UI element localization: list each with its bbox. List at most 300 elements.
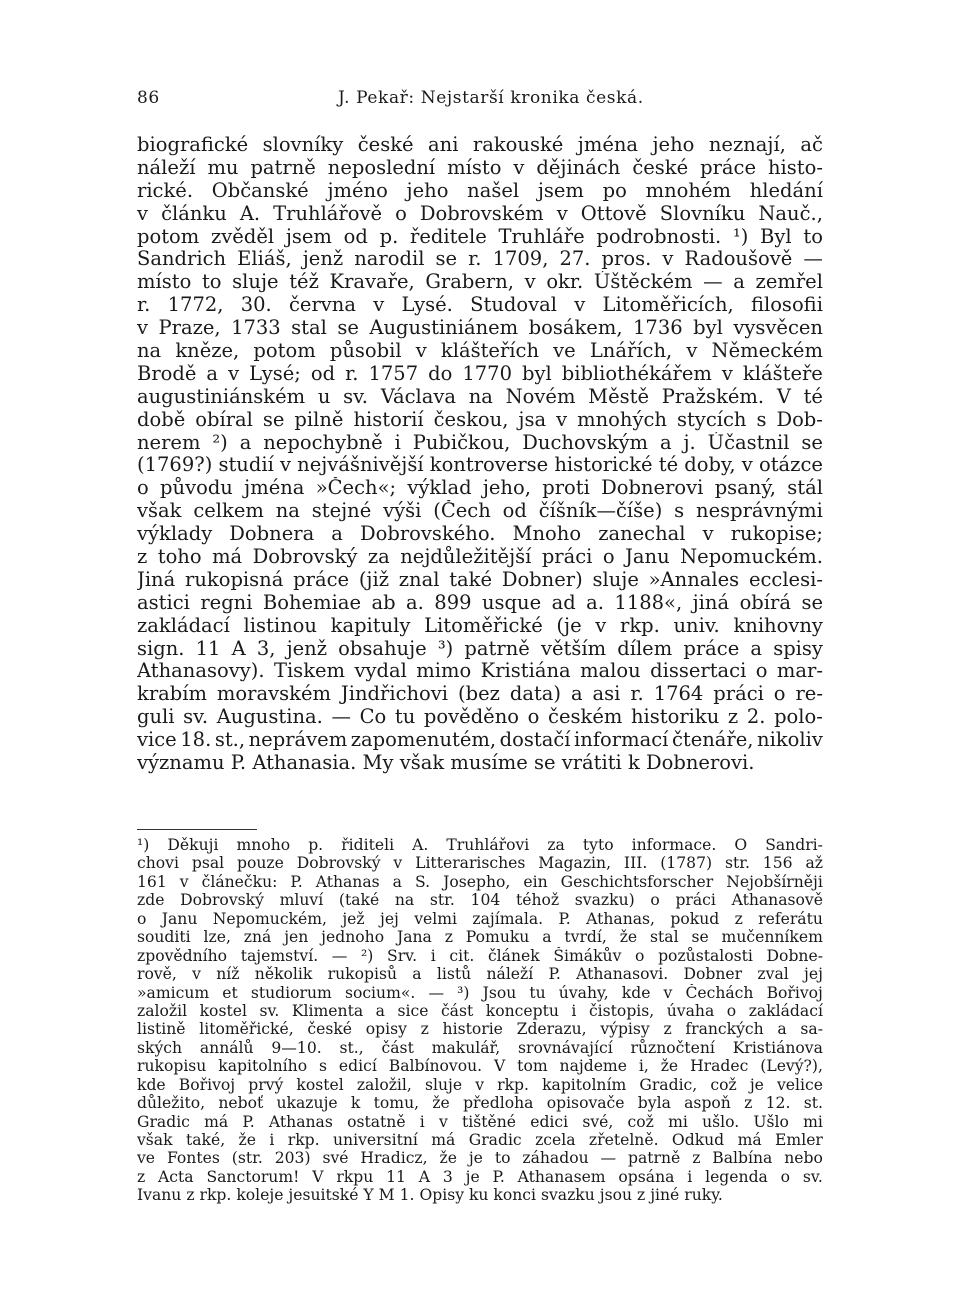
- word: st.: [803, 1094, 823, 1113]
- word: stál: [787, 477, 823, 500]
- word: z: [420, 1020, 429, 1039]
- word: z: [444, 928, 453, 947]
- word: Dobnerovi: [601, 477, 704, 500]
- word: zval: [757, 965, 789, 984]
- word: i,: [638, 1057, 649, 1076]
- word: A: [418, 1167, 431, 1186]
- word: což: [627, 1112, 654, 1131]
- word: (Čech: [433, 500, 491, 523]
- word: ²): [212, 431, 228, 454]
- word: prvý: [248, 1075, 284, 1094]
- word: Ušlo: [753, 1112, 789, 1131]
- word: Athanas: [268, 1112, 333, 1131]
- word: neznají,: [708, 134, 786, 156]
- word: potom: [137, 225, 200, 248]
- word: za: [547, 836, 565, 854]
- word: edicí: [338, 1057, 377, 1076]
- word: My: [362, 752, 400, 775]
- word: Litoměřické: [424, 614, 543, 637]
- word: toho: [157, 546, 202, 569]
- word: makulář,: [431, 1038, 501, 1057]
- word: —: [331, 946, 348, 965]
- word: Tiskem: [273, 660, 346, 683]
- word: sice: [397, 1001, 429, 1020]
- body-line: [137, 180, 823, 203]
- footnote-line: [137, 1057, 823, 1075]
- word: jej: [804, 965, 823, 984]
- word: kde: [137, 1075, 166, 1094]
- word: z: [663, 1020, 672, 1039]
- word: zcela: [535, 1131, 576, 1149]
- word: nejdůležitější: [400, 546, 532, 569]
- word: (Levý?),: [760, 1057, 823, 1076]
- word: Augustina.: [216, 706, 323, 729]
- word: Nauč.,: [758, 202, 823, 225]
- word: tu: [529, 983, 546, 1002]
- word: pouze: [237, 854, 284, 873]
- word: dissertaci: [650, 660, 747, 683]
- word: Grabern,: [425, 271, 514, 294]
- word: nikoliv: [757, 729, 823, 752]
- word: tajemství.: [240, 946, 319, 965]
- word: »amicum: [137, 983, 210, 1002]
- word: Emler: [775, 1131, 823, 1149]
- word: k: [628, 752, 647, 775]
- word: tvrdí,: [564, 928, 607, 947]
- word: té: [658, 454, 679, 477]
- word: českém: [548, 706, 623, 729]
- word: universitní: [333, 1131, 418, 1149]
- word: Athanasia.: [252, 752, 363, 775]
- word: klášteře: [742, 362, 823, 385]
- word: Eliáš,: [237, 248, 292, 271]
- word: Čechách: [685, 983, 754, 1002]
- word: o: [527, 706, 540, 729]
- word: nepochybně: [263, 431, 383, 454]
- word: práci: [713, 683, 764, 706]
- word: velmi: [414, 909, 458, 928]
- word: za: [367, 546, 390, 569]
- word: pokud: [670, 909, 720, 928]
- body-line: [137, 157, 823, 180]
- word: Duchovským: [522, 431, 649, 454]
- word: ušlo.: [702, 1112, 740, 1131]
- word: jsem: [537, 179, 584, 202]
- word: malou: [580, 660, 641, 683]
- word: rkp.: [497, 1075, 529, 1094]
- word: a: [570, 683, 583, 706]
- word: Athanasovi.: [576, 965, 669, 984]
- word: proti: [542, 477, 590, 500]
- word: historií: [353, 408, 424, 431]
- word: v: [415, 340, 427, 363]
- word: klášteřích: [440, 340, 540, 363]
- word: Nejobšírněji: [726, 872, 823, 891]
- word: i: [394, 431, 401, 454]
- word: mnoho: [236, 836, 291, 854]
- word: Janu: [161, 909, 198, 928]
- word: rické.: [137, 179, 194, 202]
- word: z: [137, 546, 148, 569]
- footnote-line: [137, 836, 823, 854]
- word: 899: [434, 591, 472, 614]
- word: to: [494, 1149, 511, 1168]
- word: má: [431, 1131, 456, 1149]
- word: o: [602, 546, 615, 569]
- word: Radoušově: [684, 248, 793, 271]
- word: sluje: [592, 568, 639, 591]
- word: r.: [137, 294, 151, 317]
- word: jsou: [599, 1186, 637, 1205]
- word: Athanas,: [586, 909, 656, 928]
- word: o: [726, 1001, 737, 1020]
- word: s: [674, 500, 685, 523]
- word: P.: [558, 909, 571, 928]
- word: zvěděl: [211, 225, 275, 248]
- word: našel: [467, 179, 520, 202]
- word: náleží: [486, 965, 534, 984]
- word: (1787): [660, 854, 713, 873]
- word: rukopisů: [327, 965, 397, 984]
- word: tu: [394, 706, 416, 729]
- word: bosákem,: [528, 317, 623, 340]
- word: 9—10.: [271, 1038, 322, 1057]
- word: koleje: [236, 1186, 289, 1205]
- word: kostel: [296, 1075, 344, 1094]
- word: Jsou: [482, 983, 517, 1002]
- word: okr.: [546, 271, 584, 294]
- word: 1736: [633, 317, 683, 340]
- word: augustiniánském: [137, 385, 306, 408]
- word: —: [703, 271, 723, 294]
- word: Ivanu: [137, 1186, 187, 1205]
- body-line: [137, 523, 823, 546]
- word: Dobrovský: [252, 546, 358, 569]
- word: o: [635, 946, 645, 965]
- word: je: [465, 1167, 480, 1186]
- word: dostačí: [499, 729, 571, 752]
- word: —: [600, 1149, 617, 1168]
- word: část: [440, 1001, 474, 1020]
- word: legenda: [705, 1167, 768, 1186]
- word: listině: [137, 1020, 186, 1039]
- word: ¹): [137, 836, 150, 854]
- word: Slovníku: [659, 202, 746, 225]
- word: o: [755, 660, 768, 683]
- word: se: [801, 431, 823, 454]
- word: jenž: [286, 637, 327, 660]
- word: krabím: [137, 683, 207, 706]
- word: nebo: [784, 1149, 823, 1168]
- word: 1.: [399, 1186, 420, 1205]
- word: Úštěckém: [593, 271, 693, 294]
- word: patrně: [628, 1149, 681, 1168]
- word: z: [637, 1186, 651, 1205]
- word: Fontes: [166, 1149, 220, 1168]
- word: p.: [379, 225, 399, 248]
- word: Praze,: [158, 317, 221, 340]
- body-line: [137, 409, 823, 432]
- word: sluje: [232, 271, 279, 294]
- word: slovníky: [262, 134, 344, 156]
- word: rkp.: [620, 614, 660, 637]
- word: vrátiti: [561, 752, 628, 775]
- word: Dobne-: [766, 946, 823, 965]
- body-line: [137, 294, 823, 317]
- word: (také: [338, 891, 380, 910]
- word: pověděno: [423, 706, 520, 729]
- body-line: [137, 683, 823, 706]
- word: i: [269, 1131, 275, 1149]
- body-line: [137, 752, 823, 775]
- word: i: [571, 1001, 577, 1020]
- word: P.: [230, 752, 253, 775]
- word: tištěné: [461, 1112, 517, 1131]
- body-line: [137, 454, 823, 477]
- word: Bořivoj: [766, 983, 823, 1002]
- word: tyto: [582, 836, 614, 854]
- body-line: [137, 638, 823, 661]
- word: kontroverse: [429, 454, 549, 477]
- word: historické: [554, 454, 653, 477]
- word: též: [289, 271, 319, 294]
- word: ad: [551, 591, 576, 614]
- word: v: [179, 872, 189, 891]
- footnote-line: [137, 965, 823, 983]
- word: ani: [428, 134, 459, 156]
- word: v: [741, 454, 753, 477]
- word: Dobrovském: [419, 202, 544, 225]
- word: vydal: [354, 660, 407, 683]
- word: Augustiniánem: [369, 317, 519, 340]
- word: Pražském.: [661, 385, 765, 408]
- word: 1733: [231, 317, 281, 340]
- word: své: [322, 1149, 349, 1168]
- word: výklad: [407, 477, 472, 500]
- word: obíral: [195, 408, 253, 431]
- word: historie: [442, 1020, 503, 1039]
- word: jednoho: [321, 928, 385, 947]
- word: na: [468, 385, 493, 408]
- word: opisovače: [546, 1094, 625, 1113]
- footnote-line: [137, 984, 823, 1002]
- word: výklady: [137, 523, 213, 546]
- word: Litoměřicích,: [602, 294, 734, 317]
- word: se: [691, 928, 709, 947]
- word: Mnoho: [512, 523, 582, 546]
- word: asi: [592, 683, 621, 706]
- word: musíme: [450, 752, 534, 775]
- word: článku: [161, 202, 227, 225]
- word: j.: [683, 431, 696, 454]
- word: Balbína: [712, 1149, 773, 1168]
- word: i: [419, 1112, 425, 1131]
- word: významu: [137, 752, 231, 775]
- word: kapituly: [330, 614, 411, 637]
- footnote-line: [137, 928, 823, 946]
- word: článečku:: [201, 872, 278, 891]
- word: Dobner: [683, 965, 743, 984]
- footnote-divider: [137, 829, 257, 830]
- word: v: [663, 983, 673, 1002]
- word: a: [239, 431, 252, 454]
- word: Dobrovský: [296, 854, 381, 873]
- word: důležito,: [137, 1094, 206, 1113]
- word: mnohých: [577, 408, 667, 431]
- word: z: [734, 909, 743, 928]
- word: cit.: [449, 946, 475, 965]
- word: A.: [412, 836, 429, 854]
- word: v: [279, 454, 291, 477]
- word: nejvášnivější: [297, 454, 424, 477]
- word: —: [428, 983, 445, 1002]
- word: ruky.: [684, 1186, 723, 1205]
- word: Městě: [588, 385, 650, 408]
- word: Nepomuckém,: [212, 909, 327, 928]
- word: st.,: [339, 1038, 364, 1057]
- word: Děkuji: [167, 836, 219, 854]
- word: pilně: [294, 408, 344, 431]
- word: o: [650, 891, 660, 910]
- word: a.: [406, 591, 424, 614]
- word: od: [310, 362, 336, 385]
- word: 27.: [559, 248, 591, 271]
- word: vysvěcen: [733, 317, 823, 340]
- word: že: [660, 1057, 679, 1076]
- word: předloha: [463, 1094, 534, 1113]
- word: že: [619, 928, 638, 947]
- footnote-line: [137, 1020, 823, 1038]
- word: ukazuje: [276, 1094, 338, 1113]
- word: V: [312, 1167, 324, 1186]
- word: na: [137, 340, 162, 363]
- word: původu: [160, 477, 233, 500]
- word: celkem: [193, 500, 264, 523]
- word: Kristiána: [480, 660, 571, 683]
- word: p.: [308, 836, 324, 854]
- word: kde: [621, 983, 651, 1002]
- body-line: [137, 248, 823, 271]
- word: v: [595, 614, 607, 637]
- word: níž: [216, 965, 240, 984]
- word: A.: [239, 202, 261, 225]
- word: socium«.: [344, 983, 416, 1002]
- word: srovnávající: [518, 1038, 613, 1057]
- word: rově,: [137, 965, 177, 984]
- word: 1757: [368, 362, 419, 385]
- word: str.: [724, 854, 750, 873]
- word: informace.: [631, 836, 717, 854]
- word: Lysé.: [401, 294, 453, 317]
- word: kapitolním: [542, 1075, 627, 1094]
- word: zemřel: [755, 271, 823, 294]
- word: Dobrovský: [180, 891, 264, 910]
- word: jesuitské: [288, 1186, 364, 1205]
- word: Hradec: [690, 1057, 749, 1076]
- word: aspoň: [684, 1094, 731, 1113]
- word: se: [533, 752, 562, 775]
- word: a: [206, 362, 219, 385]
- word: zapomenutém,: [350, 729, 497, 752]
- word: Pomuku: [465, 928, 530, 947]
- word: hledání: [749, 179, 823, 202]
- word: Co: [359, 706, 387, 729]
- word: až: [805, 854, 823, 873]
- word: jiné: [650, 1186, 685, 1205]
- word: stejné: [311, 500, 372, 523]
- word: ecclesi-: [748, 568, 823, 591]
- body-line: [137, 432, 823, 455]
- word: Ottově: [580, 202, 647, 225]
- word: má: [204, 1112, 229, 1131]
- word: to: [201, 271, 222, 294]
- word: z: [186, 1186, 200, 1205]
- word: doby,: [684, 454, 736, 477]
- word: sv.: [802, 1167, 823, 1186]
- word: vice: [137, 729, 177, 752]
- word: psal: [191, 854, 225, 873]
- word: a: [733, 271, 745, 294]
- word: historiku: [630, 706, 720, 729]
- word: výpisy: [600, 1020, 650, 1039]
- word: čistopis,: [588, 1001, 655, 1020]
- word: jej: [379, 909, 399, 928]
- word: Gradic: [468, 1131, 522, 1149]
- word: souditi: [137, 928, 191, 947]
- word: zanechal: [598, 523, 686, 546]
- footnote-line: [137, 1113, 823, 1131]
- word: června: [288, 294, 356, 317]
- word: jeho: [652, 134, 695, 156]
- word: obsahuje: [338, 637, 427, 660]
- word: P.: [242, 1112, 255, 1131]
- word: té: [803, 385, 823, 408]
- word: Dobrovského.: [360, 523, 496, 546]
- word: Studoval: [470, 294, 557, 317]
- word: v: [137, 202, 149, 225]
- word: o: [780, 1167, 791, 1186]
- word: o: [137, 477, 149, 500]
- word: řiditeli: [341, 836, 395, 854]
- footnote-line: [137, 1094, 823, 1112]
- word: jsa: [518, 408, 547, 431]
- word: v: [556, 202, 568, 225]
- word: P.: [548, 965, 561, 984]
- word: 11: [386, 1167, 406, 1186]
- footnote-line: [137, 1168, 823, 1186]
- word: V: [776, 385, 791, 408]
- word: jeho: [406, 179, 449, 202]
- word: z: [727, 706, 739, 729]
- footnote-line: [137, 854, 823, 872]
- body-line: [137, 271, 823, 294]
- word: mučenníkem: [721, 928, 823, 947]
- word: Německém: [711, 340, 823, 363]
- word: str.: [429, 891, 455, 910]
- word: referátu: [758, 909, 823, 928]
- word: (1769?): [137, 454, 213, 477]
- word: A: [231, 637, 246, 660]
- word: se: [262, 408, 285, 431]
- word: ve: [137, 1149, 156, 1168]
- word: Kristiánova: [732, 1038, 823, 1057]
- word: je: [749, 1075, 764, 1094]
- word: z: [744, 1094, 753, 1113]
- word: české: [357, 134, 414, 156]
- word: rkp.: [287, 1131, 320, 1149]
- body-line: [137, 477, 823, 500]
- body-line: [137, 226, 823, 249]
